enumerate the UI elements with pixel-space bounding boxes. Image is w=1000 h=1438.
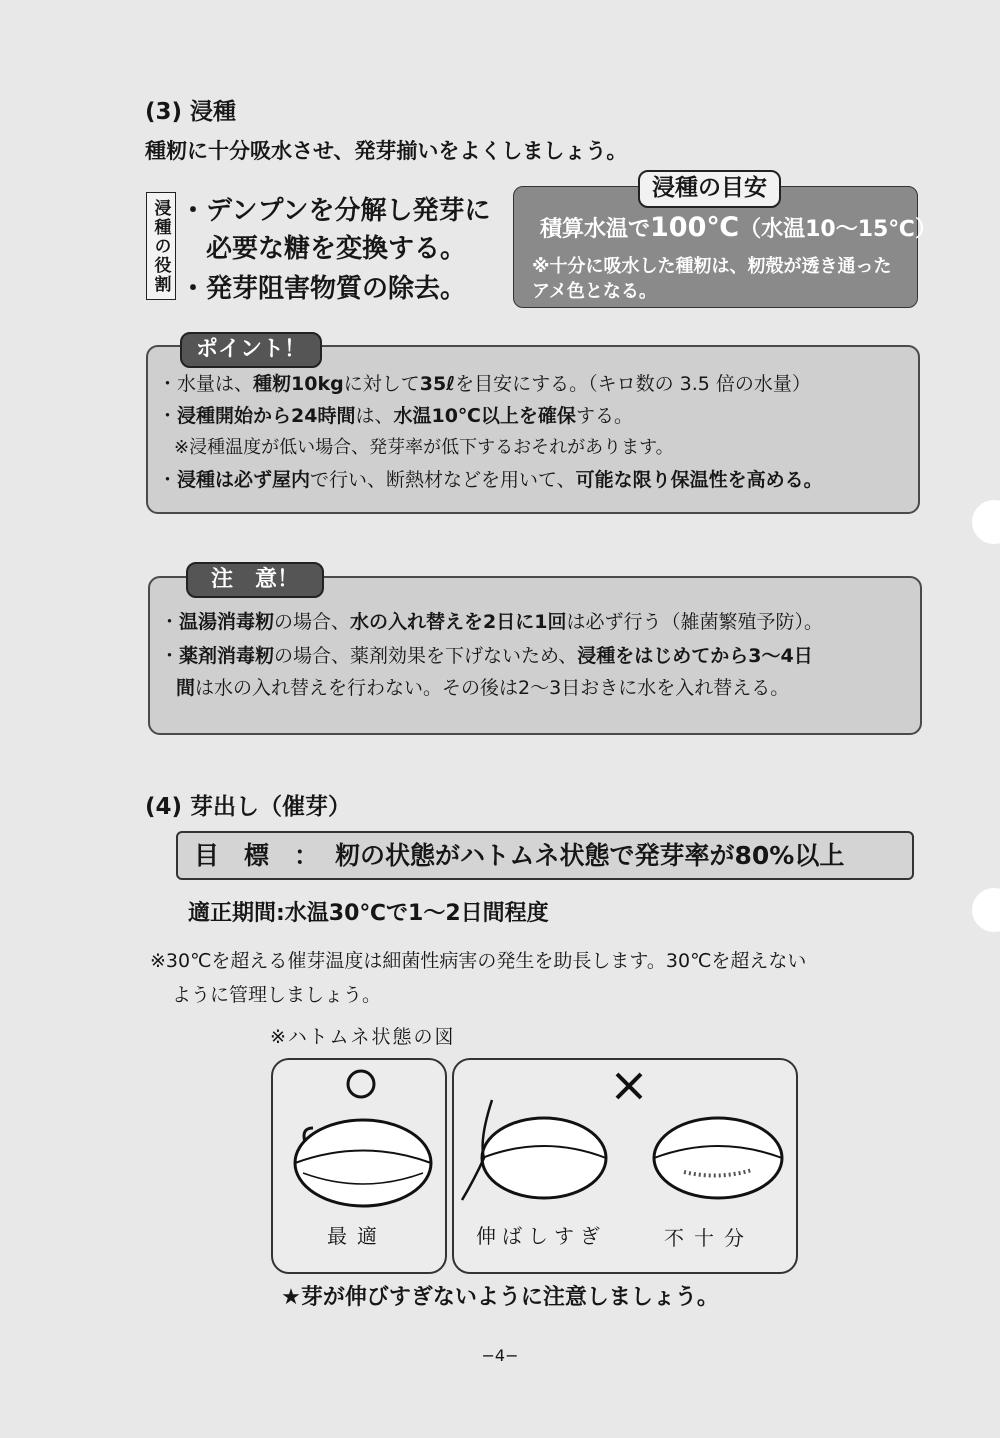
good-label: 最適 [327,1224,387,1248]
section-4-heading: (4) 芽出し（催芽） [145,794,352,820]
circle-mark-icon [348,1071,374,1097]
point-line-2: ・浸種開始から24時間は、水温10℃以上を確保する。 [158,405,633,427]
warning-line-2: ように管理しましょう。 [172,984,382,1006]
seed-icon [295,1120,431,1206]
guide-main [540,212,937,243]
section-3-intro: 種籾に十分吸水させ、発芽揃いをよくしましょう。 [145,139,628,163]
caution-line-3: 間は水の入れ替えを行わない。その後は2～3日おきに水を入れ替える。 [176,677,790,699]
cross-mark-icon [617,1074,641,1098]
point-line-4: ・浸種は必ず屋内で行い、断熱材などを用いて、可能な限り保温性を高める。 [158,469,823,491]
bad-label-1: 伸ばしすぎ [476,1224,606,1248]
point-line-3: ※浸種温度が低い場合、発芽率が低下するおそれがあります。 [174,437,674,458]
seed-insufficient-icon [654,1118,782,1198]
role-line-1: ・デンプンを分解し発芽に [180,196,491,226]
guide-title: 浸種の目安 [638,170,781,208]
point-tag: ポイント！ [180,332,322,368]
point-line-1: ・水量は、種籾10kgに対して35ℓを目安にする。（キロ数の 3.5 倍の水量） [158,373,811,395]
punch-hole [972,888,1000,932]
warning-line-1: ※30℃を超える催芽温度は細菌性病害の発生を助長します。30℃を超えない [150,950,807,972]
caution-line-2: ・薬剤消毒籾の場合、薬剤効果を下げないため、浸種をはじめてから3～4日 [160,645,813,667]
seed-overgrown-icon [482,1118,606,1198]
role-line-3: ・発芽阻害物質の除去。 [180,274,467,304]
bad-label-2: 不十分 [664,1226,754,1250]
role-label: 浸種の役割 [150,198,171,294]
figure-good-panel [271,1058,447,1274]
caution-tag: 注 意！ [186,562,324,598]
guide-main-suffix: （水温10～15℃） [739,217,937,242]
guide-main-value: 100℃ [650,212,740,243]
period: 適正期間:水温30℃で1～2日間程度 [188,901,549,926]
section-3-heading: (3) 浸種 [145,99,237,125]
role-line-2: 必要な糖を変換する。 [180,234,467,264]
page-number: −4− [481,1346,519,1365]
caution-line-1: ・温湯消毒籾の場合、水の入れ替えを2日に1回は必ず行う（雑菌繁殖予防）。 [160,611,824,633]
role-label-box [146,192,176,300]
punch-hole [972,500,1000,544]
goal-text: 籾の状態がハトムネ状態で発芽率が80%以上 [335,841,845,870]
goal-label: 目 標 ： [194,841,320,870]
warning [150,944,920,1012]
figure-bad-panel [452,1058,798,1274]
goal-box [176,831,914,880]
footer-note: ★芽が伸びすぎないように注意しましょう。 [281,1285,719,1310]
guide-main-prefix: 積算水温で [540,217,651,242]
figure-caption: ※ハトムネ状態の図 [270,1026,456,1048]
guide-note: ※十分に吸水した種籾は、籾殻が透き通ったアメ色となる。 [532,256,892,302]
